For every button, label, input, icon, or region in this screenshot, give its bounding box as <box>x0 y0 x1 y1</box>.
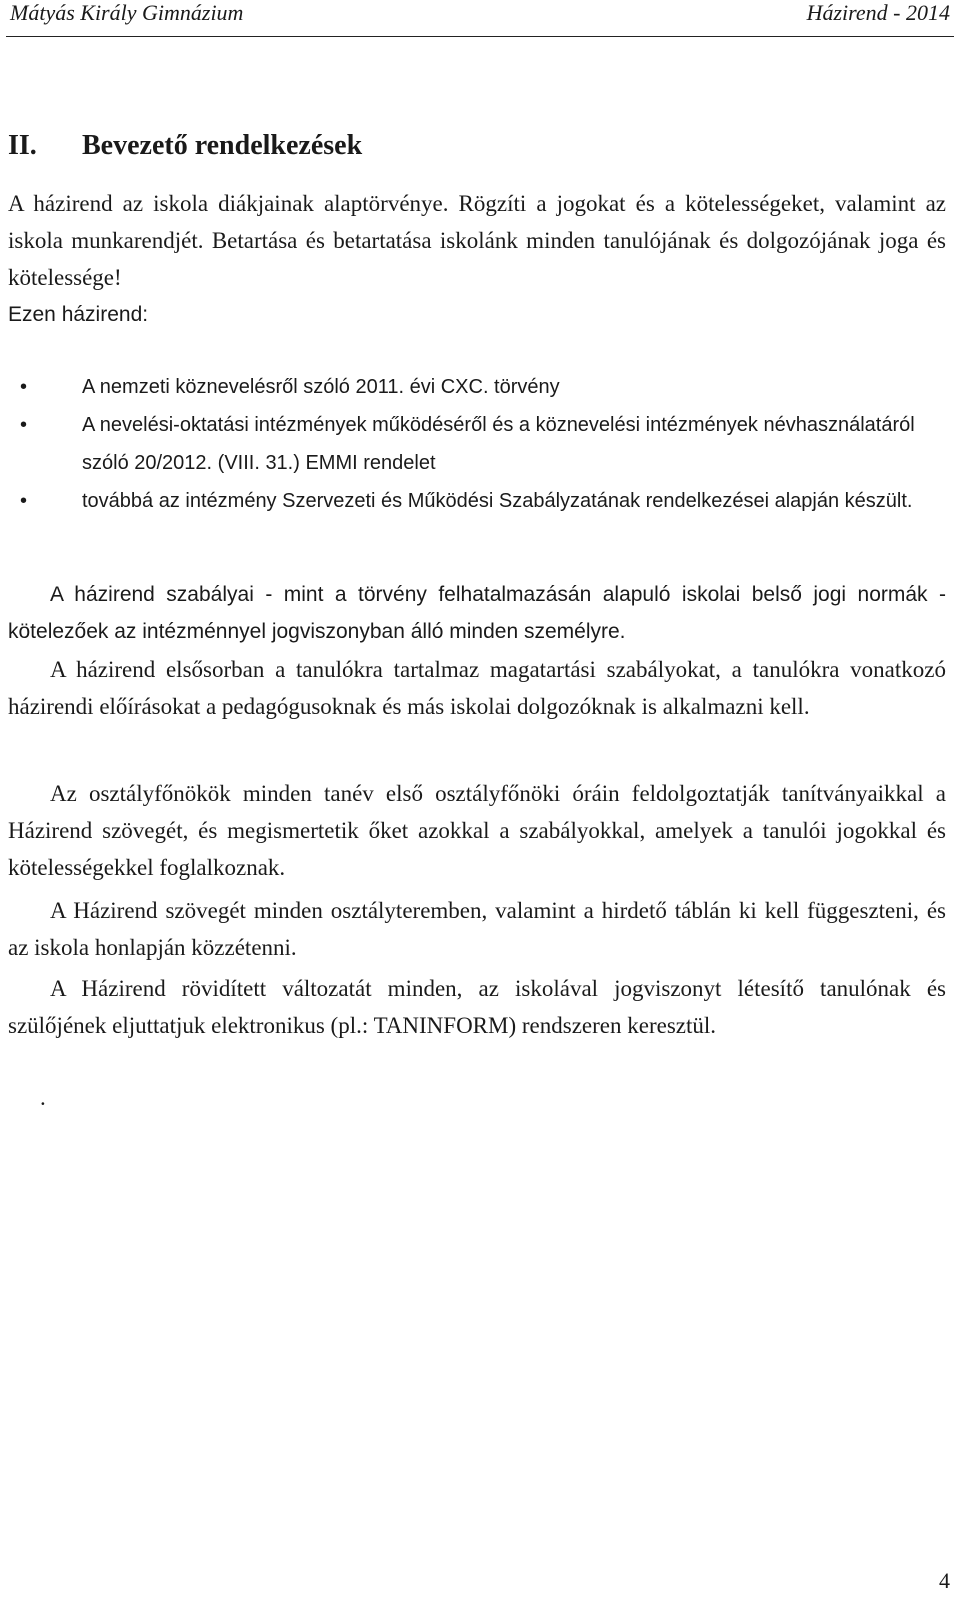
section-title: Bevezető rendelkezések <box>82 130 363 161</box>
distribution-paragraph: A Házirend rövidített változatát minden, az iskolával jogviszonyt létesítő tanulónak és szülőjének eljuttatjuk elektronikus (pl.: TANINFORM) rendszeren keresztül. <box>8 976 946 1038</box>
bullet-icon: • <box>20 490 28 512</box>
bullet-icon: • <box>20 376 28 398</box>
legal-basis-list <box>8 368 946 520</box>
section-heading <box>8 130 362 162</box>
list-item <box>8 368 946 406</box>
list-item-text: A nemzeti köznevelésről szóló 2011. évi CXC. törvény <box>82 376 560 398</box>
list-item <box>8 406 946 482</box>
class-teacher-paragraph: Az osztályfőnökök minden tanév első osztályfőnöki óráin feldolgoztatják tanítványaikkal a Házirend szövegét, és megismertetik őket azokkal a szabályokkal, amelyek a tanulói jogokkal és kötelességekkel foglalkoznak. <box>8 781 946 880</box>
bullet-icon: • <box>20 414 28 436</box>
rules-application-paragraph: A házirend elsősorban a tanulókra tartalmaz magatartási szabályokat, a tanulókra vonatkozó házirendi előírásokat a pedagógusoknak és más iskolai dolgozóknak is alkalmazni kell. <box>8 657 946 719</box>
list-intro: Ezen házirend: <box>8 303 149 326</box>
rules-scope-paragraph: A házirend szabályai - mint a törvény felhatalmazásán alapuló iskolai belső jogi normák - kötelezőek az intézménnyel jogviszonyban álló minden személyre. <box>8 583 946 643</box>
list-item <box>8 482 946 520</box>
list-item-text: A nevelési-oktatási intézmények működéséről és a köznevelési intézmények névhasználatáról szóló 20/2012. (VIII. 31.) EMMI rendelet <box>82 414 915 474</box>
header-school-name: Mátyás Király Gimnázium <box>10 0 244 25</box>
page-header <box>6 0 954 37</box>
page-number: 4 <box>939 1568 950 1593</box>
list-item-text: továbbá az intézmény Szervezeti és Működési Szabályzatának rendelkezései alapján készült. <box>82 490 913 512</box>
section-number: II. <box>8 130 37 161</box>
trailing-dot: . <box>40 1085 46 1110</box>
header-document-title: Házirend - 2014 <box>806 0 950 25</box>
intro-paragraph: A házirend az iskola diákjainak alaptörvénye. Rögzíti a jogokat és a kötelességeket, valamint az iskola munkarendjét. Betartása és betartatása iskolánk minden tanulójának és dolgozójának joga és kötelessége! <box>8 191 946 290</box>
publication-paragraph: A Házirend szövegét minden osztályteremben, valamint a hirdető táblán ki kell függeszteni, és az iskola honlapján közzétenni. <box>8 898 946 960</box>
